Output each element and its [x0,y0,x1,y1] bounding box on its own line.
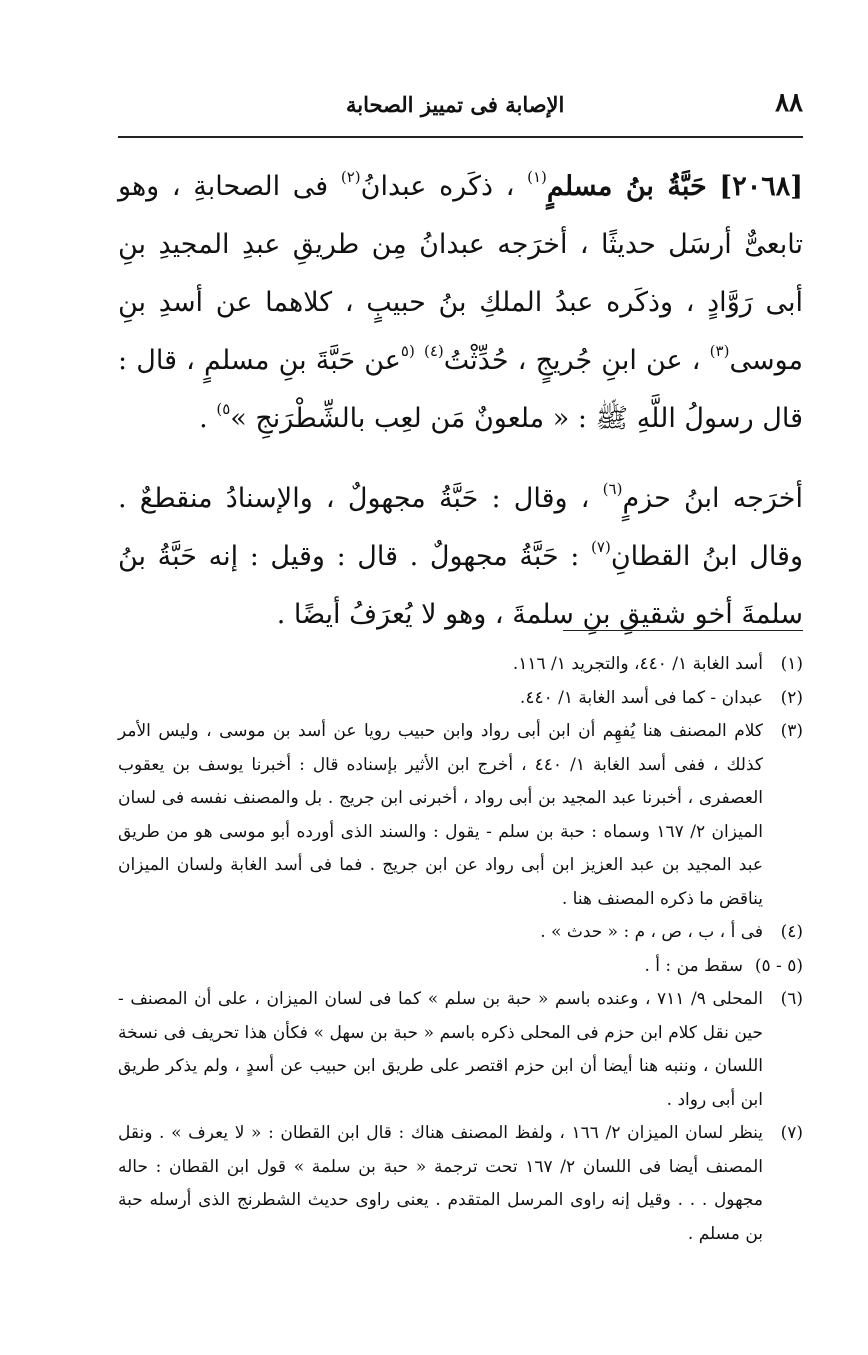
entry-paragraph-1 [118,158,803,448]
footnote-number: (٥ - ٥) [754,955,803,976]
footnote-text: فى أ ، ب ، ص ، م : « حدث » . [540,922,763,942]
footnote-text: المحلى ٩/ ٧١١ ، وعنده باسم « حبة بن سلم » كما فى لسان الميزان ، على أن المصنف - حين نقل كلام ابن حزم فى المحلى ذكره باسم « حبة بن سهل » فكأن هذا تحريف فى نسخة اللسان ، وننبه هنا أيضا أن ابن حزم اقتصر على طريق ابن حبيب عن أسدٍ ، ولم يذكر طريق ابن أبى رواد . [118,989,763,1110]
footnote-marker-3: (٣) [709,342,730,360]
footnote [118,1117,803,1251]
footnote-number: (١) [780,654,803,674]
footnotes [118,648,803,1251]
entry-number: [٢٠٦٨] [719,171,803,202]
footnote-marker-5-start: (٥ [400,342,415,360]
footnote-number: (٣) [780,721,803,741]
footnote-number: (٧) [780,1123,803,1143]
footnote-text: سقط من : أ . [644,955,743,976]
footnote [118,682,803,716]
entry-text-segment: : حَبَّةُ مجهولٌ . قال : وقيل : إنه حَبَّةُ بنُ سلمةَ أخو شقيقِ بنِ سلمةَ ، وهو لا يُعرَفُ أيضًا . [118,541,803,630]
entry-text-segment: عن حَبَّةَ بنِ مسلمٍ ، قال : قال رسولُ اللَّهِ ﷺ : « ملعونٌ مَن لعِب بالشِّطْرَنجِ » [118,345,803,434]
footnote-text: كلام المصنف هنا يُفهِم أن ابن أبى رواد وابن حبيب رويا عن أسد بن موسى ، وليس الأمر كذلك ، ففى أسد الغابة ١/ ٤٤٠ ، أخرج ابن الأثير بإسناده قال : أخبرنا يوسف بن يعقوب العصفرى ، أخبرنا عبد المجيد بن أبى رواد ، أخبرنى ابن جريج . بل والمصنف نفسه فى لسان الميزان ٢/ ١٦٧ وسماه : حبة بن سلم - يقول : والسند الذى أورده أبو موسى هو من طريق عبد المجيد بن عبد العزيز ابن أبى رواد عن ابن جريج . فما فى أسد الغابة ولسان الميزان يناقض ما ذكره المصنف هنا . [118,721,763,909]
footnote-number: (٢) [780,687,803,708]
footnote-marker-1: (١) [527,168,547,186]
entry-paragraph-2 [118,470,803,644]
header-rule [118,136,803,138]
footnote-marker-7: (٧) [591,538,611,556]
footnote [118,916,803,950]
footnote-text: أسد الغابة ١/ ٤٤٠، والتجريد ١/ ١١٦. [512,654,763,674]
footnote [118,983,803,1117]
footnote-marker-4: (٤) [423,342,444,360]
footnote-text: ينظر لسان الميزان ٢/ ١٦٦ ، ولفظ المصنف هناك : قال ابن القطان : « لا يعرف » . ونقل المصنف أيضا فى اللسان ٢/ ١٦٧ تحت ترجمة « حبة بن سلمة » قول ابن القطان : حاله مجهول . . . وقيل إنه راوى المرسل المتقدم . يعنى راوى حديث الشطرنج الذى أرسله حبة بن مسلم . [118,1123,764,1244]
entry-text-segment: ، عن ابنِ جُريجٍ ، حُدِّثْتُ [443,345,701,376]
footnote-number: (٦) [780,989,803,1009]
footnote-number: (٤) [780,922,803,942]
entry-name: حَبَّةُ بنُ مسلمٍ [546,171,707,202]
footnote [118,715,803,916]
footnote-marker-5-end: ٥) [216,400,231,418]
footnote [118,648,803,682]
entry-text-segment: أخرَجه ابنُ حزمٍ [622,483,803,514]
footnote-text: عبدان - كما فى أسد الغابة ١/ ٤٤٠. [519,687,763,708]
footnote-marker-2: (٢) [340,168,361,186]
entry-text-segment: فى الصحابةِ ، وهو تابعىٌّ أرسَل حديثًا ، أخرَجه عبدانُ مِن طريقِ عبدِ المجيدِ بنِ أبى رَوَّادٍ ، وذكَره عبدُ الملكِ بنُ حبيبٍ ، كلاهما عن أسدِ بنِ موسى [118,171,803,376]
entry-text-segment: ، وقال : حَبَّةُ مجهولٌ ، والإسنادُ منقطعٌ . وقال ابنُ القطانِ [118,483,803,572]
entry-text-segment: ، ذكَره عبدانُ [360,171,515,202]
footnote-rule [563,630,803,631]
footnote [118,950,803,984]
page-number: ٨٨ [775,88,803,118]
main-text [118,158,803,644]
entry-text-segment: . [199,403,208,434]
running-title: الإصابة فى تمييز الصحابة [346,92,565,117]
page-header [118,88,803,128]
footnote-marker-6: (٦) [602,480,623,498]
